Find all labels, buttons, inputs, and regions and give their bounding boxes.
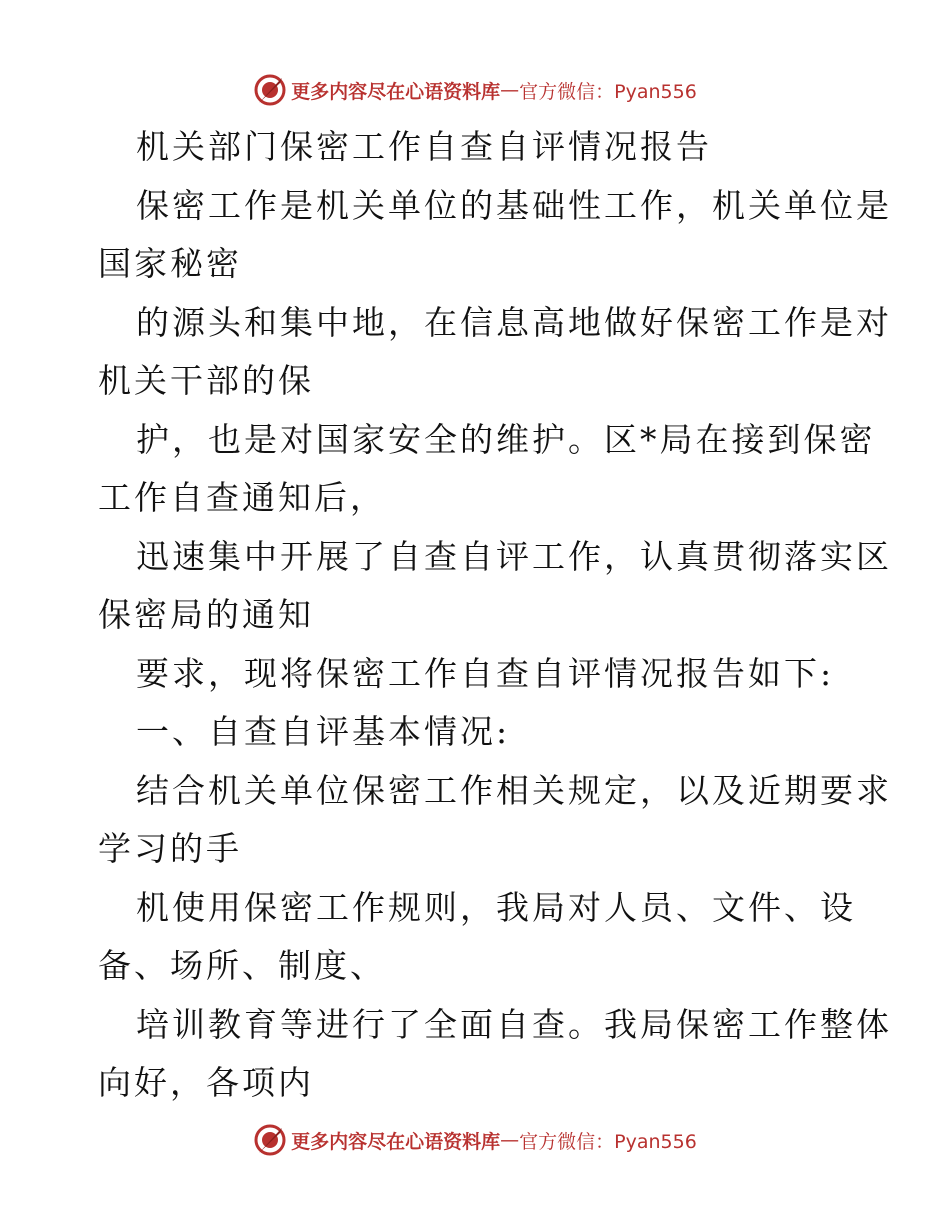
paragraph-line: 机使用保密工作规则，我局对人员、文件、设 xyxy=(136,887,856,927)
paragraph-line: 备、场所、制度、 xyxy=(98,946,386,985)
header-banner xyxy=(0,70,950,110)
quill-logo-icon xyxy=(253,73,287,107)
paragraph-line: 国家秘密 xyxy=(98,244,242,283)
header-banner-main: 更多内容尽在心语资料库 xyxy=(291,80,501,103)
paragraph-line: 向好，各项内 xyxy=(98,1063,314,1102)
paragraph-line: 工作自查通知后， xyxy=(98,478,386,517)
footer-banner xyxy=(0,1120,950,1160)
header-banner-contact: 官方微信：Pyan556 xyxy=(519,80,697,103)
document-title: 机关部门保密工作自查自评情况报告 xyxy=(136,127,712,166)
paragraph-line: 保密局的通知 xyxy=(98,595,314,634)
paragraph-line: 学习的手 xyxy=(98,829,242,868)
paragraph-line: 护，也是对国家安全的维护。区*局在接到保密 xyxy=(136,419,876,459)
paragraph-line: 迅速集中开展了自查自评工作，认真贯彻落实区 xyxy=(136,536,892,576)
paragraph-line: 结合机关单位保密工作相关规定，以及近期要求 xyxy=(136,770,892,810)
paragraph-line: 要求，现将保密工作自查自评情况报告如下: xyxy=(136,653,835,693)
header-banner-dash: — xyxy=(500,79,520,101)
paragraph-line: 培训教育等进行了全面自查。我局保密工作整体 xyxy=(136,1004,892,1044)
paragraph-line: 的源头和集中地，在信息高地做好保密工作是对 xyxy=(136,302,892,342)
section-heading: 一、自查自评基本情况: xyxy=(136,712,511,751)
quill-logo-icon xyxy=(253,1123,287,1157)
paragraph-line: 保密工作是机关单位的基础性工作，机关单位是 xyxy=(136,185,892,225)
document-body xyxy=(98,118,892,1113)
paragraph-line: 机关干部的保 xyxy=(98,361,314,400)
footer-banner-main: 更多内容尽在心语资料库 xyxy=(291,1130,501,1153)
footer-banner-dash: — xyxy=(500,1129,520,1151)
footer-banner-contact: 官方微信：Pyan556 xyxy=(519,1130,697,1153)
